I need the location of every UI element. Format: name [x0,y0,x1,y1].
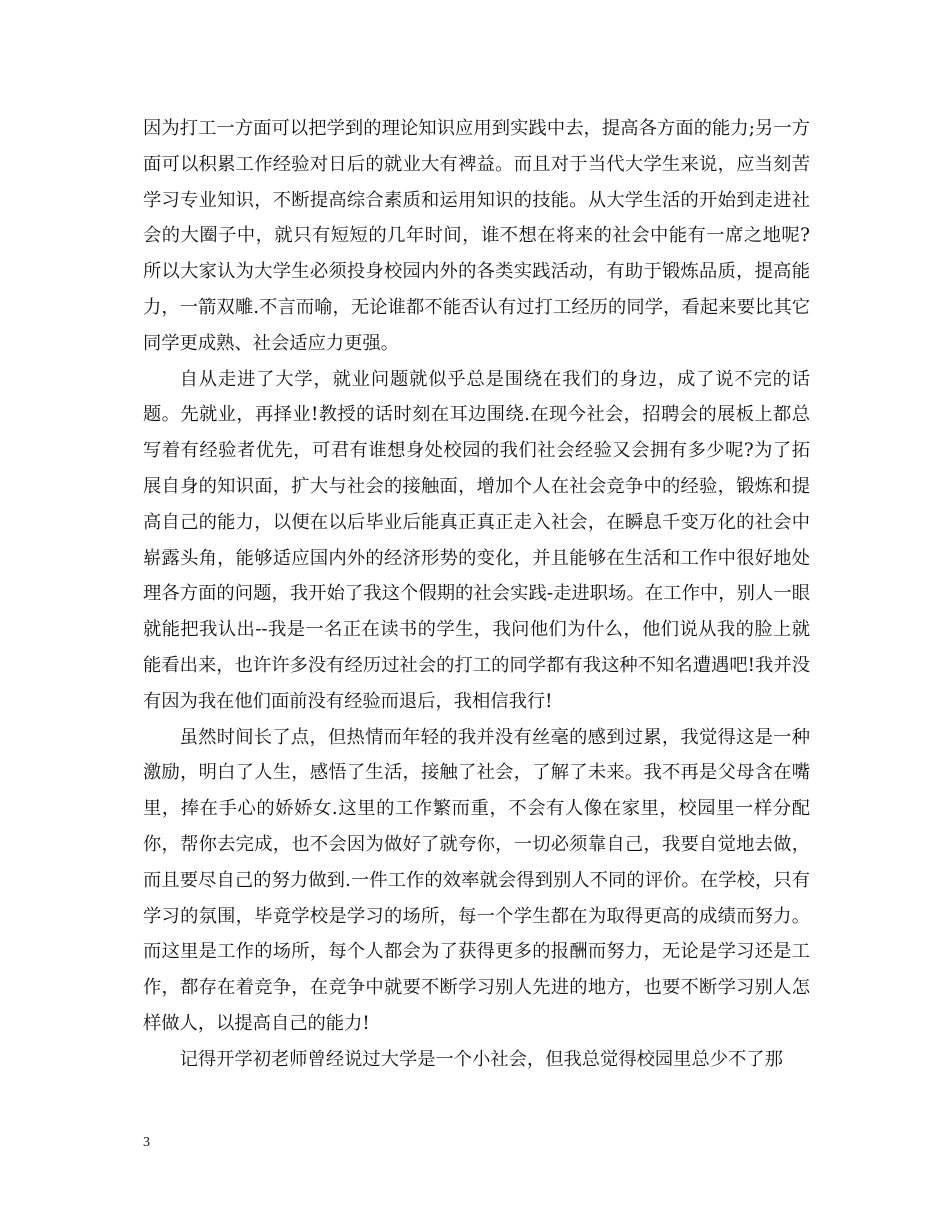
body-text [143,111,810,1078]
paragraph-4: 记得开学初老师曾经说过大学是一个小社会，但我总觉得校园里总少不了那 [179,1048,783,1070]
paragraph-1: 因为打工一方面可以把学到的理论知识应用到实践中去，提高各方面的能力;另一方面可以积累工作经验对日后的就业大有裨益。而且对于当代大学生来说，应当刻苦学习专业知识，不断提高综合素质和运用知识的技能。从大学生活的开始到走进社会的大圈子中，就只有短短的几年时间，谁不想在将来的社会中能有一席之地呢?所以大家认为大学生必须投身校园内外的各类实践活动，有助于锻炼品质，提高能力，一箭双雕.不言而喻，无论谁都不能否认有过打工经历的同学，看起来要比其它同学更成熟、社会适应力更强。 [143,118,810,354]
paragraph-3: 虽然时间长了点，但热情而年轻的我并没有丝毫的感到过累，我觉得这是一种激励，明白了人生，感悟了生活，接触了社会，了解了未来。我不再是父母含在嘴里，捧在手心的娇娇女.这里的工作繁而重，不会有人像在家里，校园里一样分配你，帮你去完成，也不会因为做好了就夸你，一切必须靠自己，我要自觉地去做，而且要尽自己的努力做到.一件工作的效率就会得到别人不同的评价。在学校，只有学习的氛围，毕竟学校是学习的场所，每一个学生都在为取得更高的成绩而努力。而这里是工作的场所，每个人都会为了获得更多的报酬而努力，无论是学习还是工作，都存在着竞争，在竞争中就要不断学习别人先进的地方，也要不断学习别人怎样做人，以提高自己的能力! [143,726,810,1034]
page-number: 3 [143,1135,150,1150]
paragraph-2: 自从走进了大学，就业问题就似乎总是围绕在我们的身边，成了说不完的话题。先就业，再择业!教授的话时刻在耳边围绕.在现今社会，招聘会的展板上都总写着有经验者优先，可君有谁想身处校园的我们社会经验又会拥有多少呢?为了拓展自身的知识面，扩大与社会的接触面，增加个人在社会竞争中的经验，锻炼和提高自己的能力，以便在以后毕业后能真正真正走入社会，在瞬息千变万化的社会中崭露头角，能够适应国内外的经济形势的变化，并且能够在生活和工作中很好地处理各方面的问题，我开始了我这个假期的社会实践-走进职场。在工作中，别人一眼就能把我认出--我是一名正在读书的学生，我问他们为什么，他们说从我的脸上就能看出来，也许许多没有经历过社会的打工的同学都有我这种不知名遭遇吧!我并没有因为我在他们面前没有经验而退后，我相信我行! [143,368,810,712]
